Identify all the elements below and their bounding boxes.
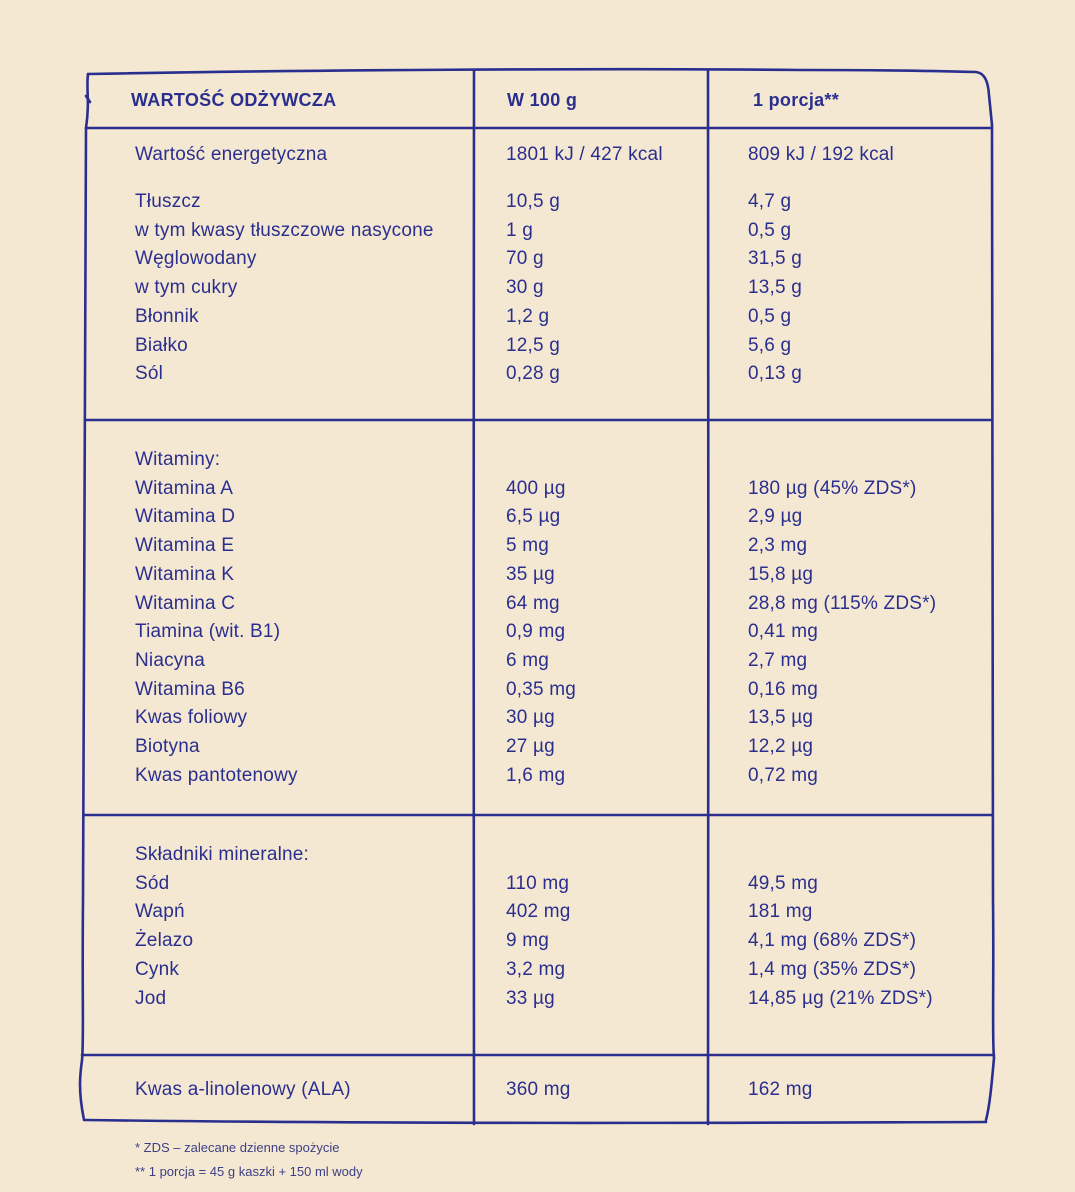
nutrient-name: Kwas pantotenowy xyxy=(135,764,298,786)
value-per-100g: 1801 kJ / 427 kcal xyxy=(506,144,663,165)
value-per-portion: 13,5 µg xyxy=(748,707,814,729)
frame-bottom xyxy=(85,1120,986,1123)
value-per-portion: 49,5 mg xyxy=(748,872,819,894)
value-per-100g: 27 µg xyxy=(506,736,555,757)
value-per-100g: 3,2 mg xyxy=(506,958,566,980)
value-per-100g: 10,5 g xyxy=(506,191,561,212)
header-nutrition-label: WARTOŚĆ ODŻYWCZA xyxy=(131,90,337,110)
value-per-portion: 0,13 g xyxy=(748,363,803,385)
section-title: Witaminy: xyxy=(135,449,221,470)
value-per-100g: 70 g xyxy=(506,248,544,270)
value-per-portion: 14,85 µg (21% ZDS*) xyxy=(748,987,933,1009)
separator-3 xyxy=(82,1055,994,1056)
footnote-zds: * ZDS – zalecane dzienne spożycie xyxy=(135,1140,340,1155)
value-per-portion: 162 mg xyxy=(748,1079,813,1100)
section-title: Składniki mineralne: xyxy=(135,844,310,865)
nutrient-name: Kwas foliowy xyxy=(135,707,248,729)
value-per-portion: 0,5 g xyxy=(748,305,792,327)
value-per-100g: 64 mg xyxy=(506,592,560,614)
value-per-100g: 12,5 g xyxy=(506,334,561,356)
footnote-portion: ** 1 porcja = 45 g kaszki + 150 ml wody xyxy=(135,1164,363,1179)
value-per-portion: 809 kJ / 192 kcal xyxy=(748,144,894,165)
value-per-portion: 2,3 mg xyxy=(748,535,808,557)
nutrient-name: Żelazo xyxy=(135,930,194,952)
value-per-100g: 400 µg xyxy=(506,477,566,499)
nutrient-name: Cynk xyxy=(135,958,180,980)
frame-right xyxy=(992,125,994,1058)
value-per-100g: 9 mg xyxy=(506,930,550,952)
nutrient-name: Witamina K xyxy=(135,563,235,585)
nutrient-name: Jod xyxy=(135,987,167,1009)
nutrient-name: Kwas a-linolenowy (ALA) xyxy=(135,1079,351,1100)
value-per-portion: 12,2 µg xyxy=(748,736,814,757)
value-per-100g: 33 µg xyxy=(506,987,555,1009)
nutrient-name: Węglowodany xyxy=(135,248,257,270)
value-per-100g: 5 mg xyxy=(506,535,550,557)
value-per-portion: 5,6 g xyxy=(748,334,792,356)
nutrient-name: Witamina D xyxy=(135,506,236,528)
value-per-portion: 0,16 mg xyxy=(748,678,819,700)
header-per-100g: W 100 g xyxy=(507,90,578,110)
value-per-portion: 0,5 g xyxy=(748,219,792,241)
value-per-portion: 2,9 µg xyxy=(748,506,803,528)
value-per-portion: 1,4 mg (35% ZDS*) xyxy=(748,958,917,980)
value-per-100g: 6,5 µg xyxy=(506,506,561,528)
nutrient-name: Witamina E xyxy=(135,535,235,557)
frame-top-right-curve xyxy=(976,72,992,125)
value-per-portion: 181 mg xyxy=(748,901,813,923)
value-per-100g: 360 mg xyxy=(506,1079,571,1100)
nutrient-name: Witamina B6 xyxy=(135,678,245,700)
value-per-100g: 0,9 mg xyxy=(506,621,566,643)
frame-bottom-right xyxy=(986,1058,994,1120)
value-per-100g: 110 mg xyxy=(506,872,570,894)
nutrient-name: Tiamina (wit. B1) xyxy=(135,621,281,643)
value-per-portion: 15,8 µg xyxy=(748,563,814,585)
value-per-portion: 180 µg (45% ZDS*) xyxy=(748,477,917,499)
value-per-100g: 35 µg xyxy=(506,563,555,585)
nutrient-name: Witamina A xyxy=(135,477,234,499)
value-per-portion: 4,7 g xyxy=(748,191,792,212)
nutrient-name: Biotyna xyxy=(135,736,200,757)
value-per-100g: 1,6 mg xyxy=(506,764,566,786)
value-per-100g: 0,28 g xyxy=(506,363,561,385)
nutrient-name: Niacyna xyxy=(135,649,206,671)
nutrient-name: Sód xyxy=(135,872,170,894)
header-per-portion: 1 porcja** xyxy=(753,90,840,110)
value-per-portion: 28,8 mg (115% ZDS*) xyxy=(748,592,937,614)
nutrient-name: Białko xyxy=(135,334,188,356)
nutrient-name: Tłuszcz xyxy=(135,191,201,212)
separator-2 xyxy=(84,815,992,816)
nutrient-name: Wapń xyxy=(135,901,185,923)
value-per-portion: 4,1 mg (68% ZDS*) xyxy=(748,930,917,952)
nutrient-name: Wartość energetyczna xyxy=(135,144,328,165)
value-per-100g: 30 g xyxy=(506,277,544,299)
nutrient-name: Sól xyxy=(135,363,164,385)
value-per-100g: 0,35 mg xyxy=(506,678,577,700)
value-per-portion: 13,5 g xyxy=(748,277,803,299)
value-per-portion: 31,5 g xyxy=(748,248,803,270)
value-per-100g: 1 g xyxy=(506,219,534,241)
value-per-100g: 30 µg xyxy=(506,707,555,729)
value-per-portion: 0,72 mg xyxy=(748,764,819,786)
frame-top xyxy=(88,69,976,74)
value-per-portion: 2,7 mg xyxy=(748,649,808,671)
nutrient-name: w tym kwasy tłuszczowe nasycone xyxy=(135,219,434,241)
nutrient-name: Witamina C xyxy=(135,592,236,614)
nutrient-name: w tym cukry xyxy=(135,277,238,299)
value-per-100g: 1,2 g xyxy=(506,305,550,327)
value-per-portion: 0,41 mg xyxy=(748,621,819,643)
value-per-100g: 6 mg xyxy=(506,649,550,671)
value-per-100g: 402 mg xyxy=(506,901,571,923)
nutrient-name: Błonnik xyxy=(135,305,199,327)
separator-1 xyxy=(85,420,992,421)
frame-left xyxy=(80,74,88,1120)
